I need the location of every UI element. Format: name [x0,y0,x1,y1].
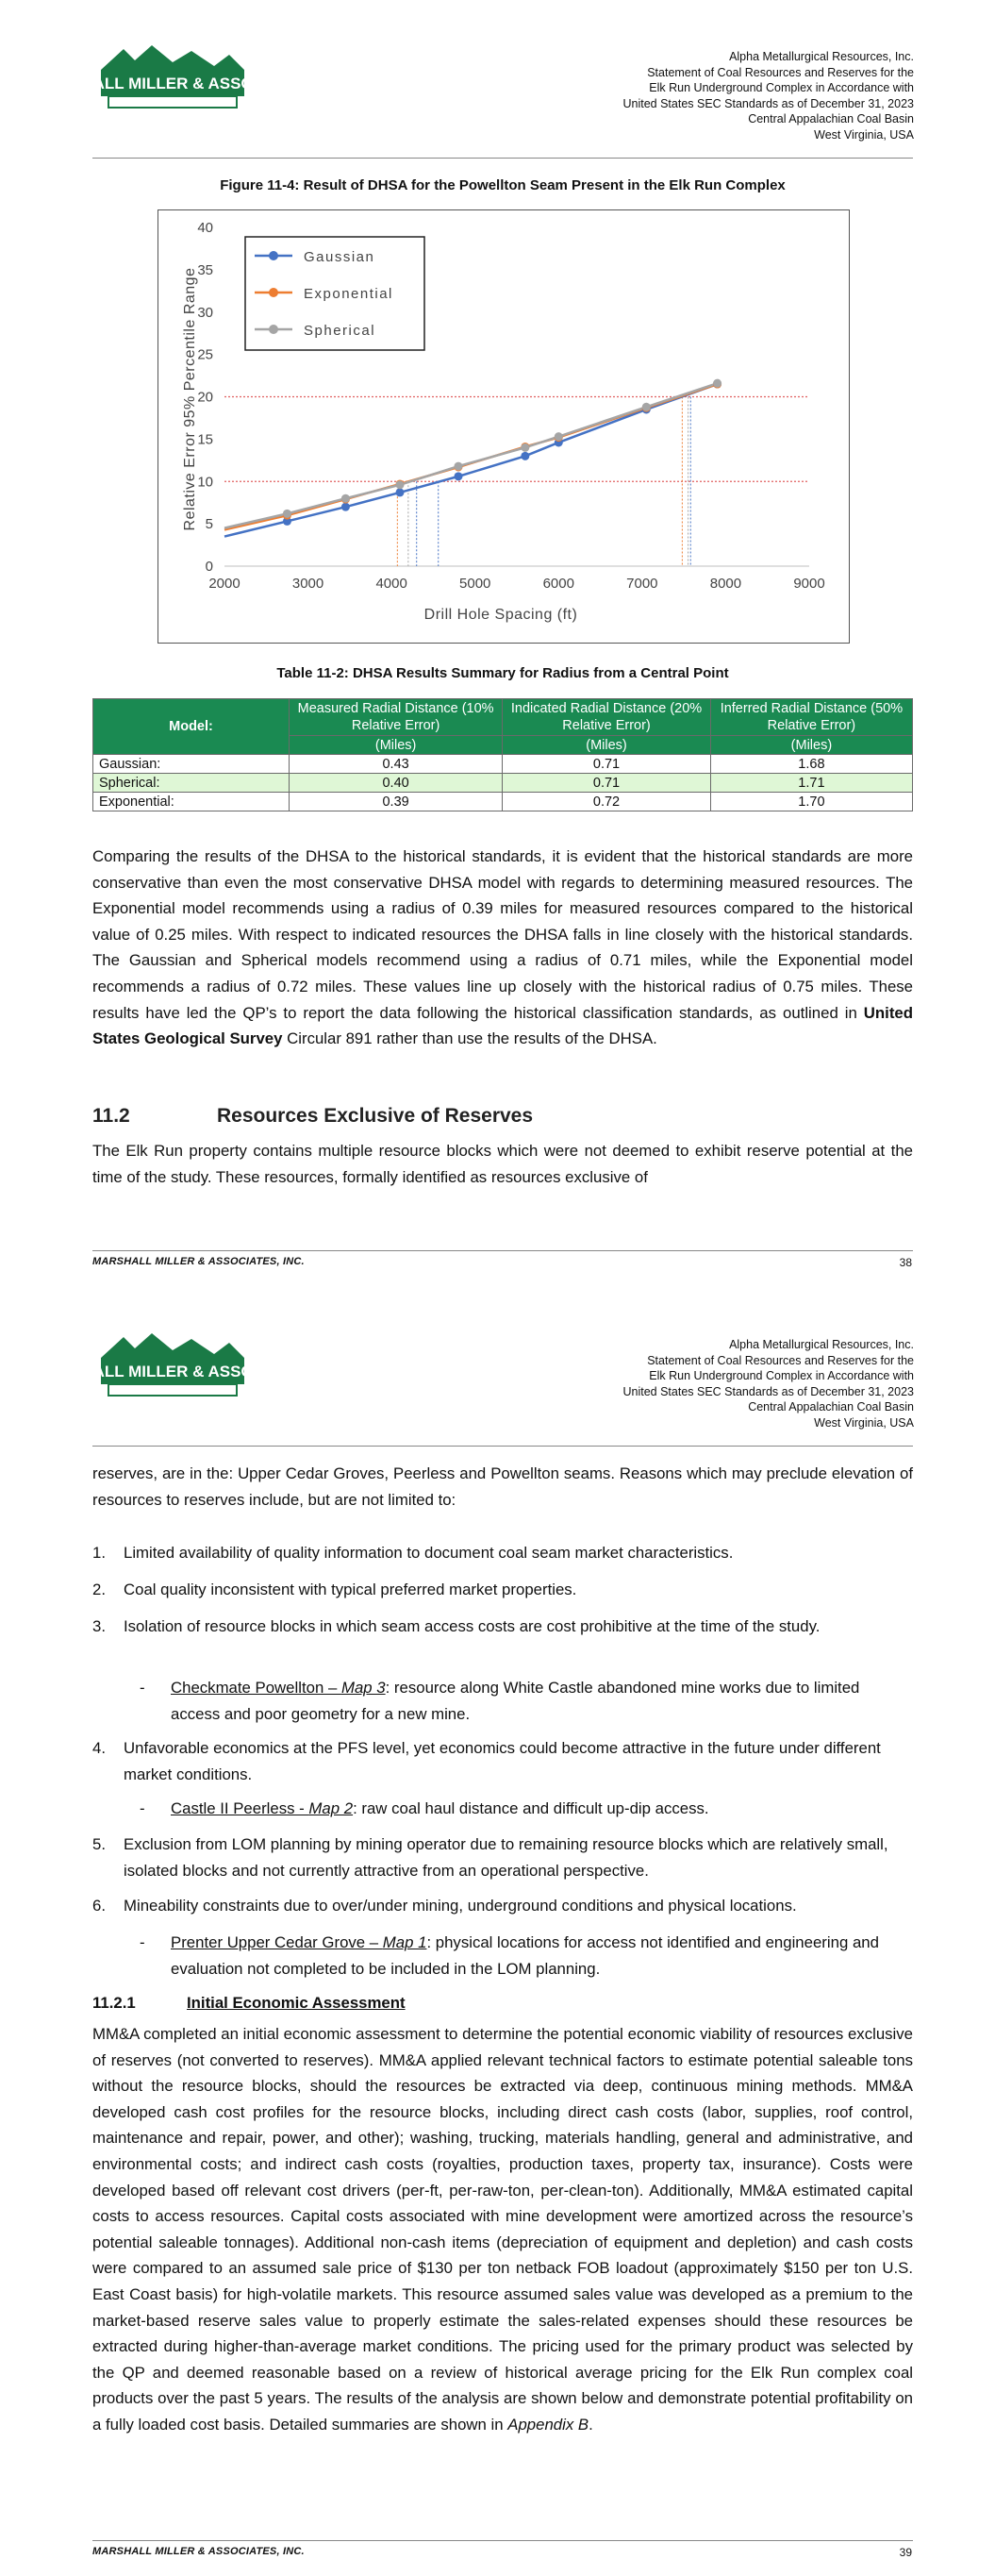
legend-entry-exponential: Exponential [304,286,393,302]
data-point-spherical [396,480,405,489]
subsection-title: Initial Economic Assessment [187,1994,406,2012]
indicated-cell: 0.71 [503,755,711,774]
table-row [93,755,913,774]
usgs-reference: United States Geological Survey [92,1003,913,1048]
document-header [622,1337,914,1430]
table-header-row [93,699,913,736]
legend-entry-gaussian: Gaussian [304,249,375,265]
model-cell: Spherical: [93,774,290,793]
legend-entry-spherical: Spherical [304,323,376,339]
header-line: Elk Run Underground Complex in Accordance with [649,1369,914,1382]
table-caption: Table 11-2: DHSA Results Summary for Radius from a Central Point [276,665,729,681]
section-heading-11-2 [92,1105,533,1128]
paragraph-text: Comparing the results of the DHSA to the historical standards, it is evident that the historical standards are more conservative than even the most conservative DHSA model with regards to determining measured resources. The Exponential model recommends using a radius of 0.39 miles for measured resources compared to the historical value of 0.25 miles. With respect to indicated resources the DHSA falls in line closely with the historical standards. The Gaussian and Spherical models recommend using a radius of 0.71 miles, while the Exponential model recommends a radius of 0.72 miles. These values line up closely with the historical radius of 0.75 miles. These results have led the QP’s to report the data following the historical classification standards, as outlined in [92,847,913,1022]
y-tick-label: 40 [197,220,213,236]
table-row [93,793,913,811]
y-tick-label: 30 [197,304,213,321]
logo-wordmark: MARSHALL MILLER & ASSOCIATES [34,1363,311,1380]
model-cell: Exponential: [93,793,290,811]
header-line: Alpha Metallurgical Resources, Inc. [729,1338,914,1351]
sub-bullet-text: : resource along White Castle abandoned mine works due to limited access and poor geometry for a new mine. [171,1679,860,1723]
list-text: Exclusion from LOM planning by mining operator due to remaining resource blocks which are relatively small, isolated blocks and not currently attractive from an operational perspective. [124,1835,888,1880]
section-number: 11.2 [92,1105,130,1127]
data-point-spherical [521,443,529,452]
x-tick-label: 7000 [626,576,658,592]
x-tick-label: 6000 [542,576,574,592]
list-text: Unfavorable economics at the PFS level, yet economics could become attractive in the future under different market conditions. [124,1739,881,1783]
header-line: United States SEC Standards as of December 31, 2023 [622,1384,914,1398]
subsection-heading-11-2-1 [92,1994,406,2013]
header-line: Central Appalachian Coal Basin [748,1400,914,1413]
data-point-spherical [455,462,463,471]
subsection-number: 11.2.1 [92,1994,136,2012]
map-reference: Map 3 [340,1679,386,1697]
sub-bullet-checkmate-powellton [140,1675,911,1727]
page-39 [0,1288,995,2576]
header-line: Elk Run Underground Complex in Accordance with [649,81,914,94]
y-tick-label: 10 [197,474,213,491]
model-header: Model: [93,699,290,755]
list-text: Isolation of resource blocks in which seam access costs are cost prohibitive at the time of the study. [124,1617,821,1635]
paragraph-dhsa-comparison [92,844,913,1052]
x-tick-label: 9000 [793,576,825,592]
dhsa-results-table [92,698,913,811]
header-rule [92,158,913,159]
sub-bullet-text: : physical locations for access not identified and engineering and evaluation not completed to be included in the LOM planning. [171,1933,879,1978]
company-logo [34,42,311,111]
data-point-gaussian [396,488,405,496]
data-point-spherical [283,510,291,518]
table-row [93,774,913,793]
dash-bullet: - [140,1799,145,1817]
header-line: Alpha Metallurgical Resources, Inc. [729,50,914,63]
inferred-cell: 1.70 [710,793,912,811]
list-number: 6. [92,1897,106,1915]
data-point-spherical [555,432,563,441]
footer-rule [92,1250,913,1251]
model-cell: Gaussian: [93,755,290,774]
list-number: 4. [92,1739,106,1757]
list-number: 2. [92,1581,106,1598]
map-reference: Map 2 [308,1799,354,1817]
list-item [92,1893,913,1919]
y-tick-label: 5 [205,516,213,533]
col-header-inferred: Inferred Radial Distance (50% Relative Error) [710,699,912,736]
list-text: Limited availability of quality information to document coal seam market characteristics. [124,1544,734,1562]
inferred-cell: 1.68 [710,755,912,774]
data-point-spherical [341,494,350,503]
indicated-cell: 0.72 [503,793,711,811]
appendix-reference: Appendix B [507,2415,589,2434]
chart-legend [245,237,424,350]
footer-company: MARSHALL MILLER & ASSOCIATES, INC. [92,2546,305,2557]
col-header-indicated: Indicated Radial Distance (20% Relative Error) [503,699,711,736]
paragraph-text: MM&A completed an initial economic assessment to determine the potential economic viability of resources exclusive of reserves (not converted to reserves). MM&A applied relevant technical factors to estimate potential saleable tons without the resource blocks, should the resources be extracted via deep, continuous mining methods. MM&A developed cash cost profiles for the resource blocks, including direct cash costs (labor, supplies, roof control, maintenance and repair, power, and other); washing, trucking, materials handling, general and administrative, and environmental costs; and indirect cash costs (royalties, production taxes, property tax, insurance). Costs were developed based off relevant cost drivers (per-ft, per-raw-ton, per-clean-ton). Additionally, MM&A estimated capital costs to access resources. Capital costs associated with mine development were amortized across the resource’s potential saleable tonnages). Additional non-cash items (depreciation of equipment and depletion) and cash costs were compared to an assumed sale price of $130 per ton netback FOB loadout (approximately $150 per ton U.S. East Coast basis) for high-volatile markets. This resource assumed sales value was developed as a premium to the market-based reserve sales value to properly estimate the sales-related expenses should these resources be extracted during higher-than-average market conditions. The pricing used for the primary product was selected by the QP and deemed reasonable based on a review of historical average pricing for the Elk Run complex coal products over the past 5 years. The results of the analysis are shown below and demonstrate potential profitability on a fully loaded cost basis. Detailed summaries are shown in [92,2025,913,2434]
unit-cell: (Miles) [710,736,912,755]
data-point-gaussian [341,503,350,511]
list-item [92,1832,913,1883]
unit-cell: (Miles) [290,736,503,755]
sub-bullet-prenter-upper-cedar-grove [140,1930,911,1982]
data-point-spherical [642,403,651,411]
paragraph-text: Circular 891 rather than use the results of the DHSA. [282,1029,657,1048]
document-header [622,49,914,142]
header-line: West Virginia, USA [814,127,914,142]
col-header-measured: Measured Radial Distance (10% Relative Error) [290,699,503,736]
location-name: Prenter Upper Cedar Grove – [171,1933,383,1951]
map-reference: Map 1 [382,1933,427,1951]
y-tick-label: 15 [197,431,213,448]
list-text: Coal quality inconsistent with typical preferred market properties. [124,1581,577,1598]
header-line: West Virginia, USA [814,1415,914,1430]
paragraph-initial-economic-assessment [92,2021,913,2438]
x-axis-label: Drill Hole Spacing (ft) [423,607,578,623]
dhsa-chart [158,209,850,644]
footer-rule [92,2540,913,2541]
y-tick-label: 0 [205,559,213,575]
x-tick-label: 4000 [375,576,407,592]
y-axis-label: Relative Error 95% Percentile Range [182,267,198,531]
company-logo [34,1330,311,1399]
x-tick-label: 3000 [291,576,324,592]
location-name: Checkmate Powellton – [171,1679,341,1697]
sub-bullet-text: : raw coal haul distance and difficult up-dip access. [353,1799,709,1817]
unit-cell: (Miles) [503,736,711,755]
list-number: 5. [92,1835,106,1853]
header-rule [92,1446,913,1447]
indicated-cell: 0.71 [503,774,711,793]
list-item [92,1540,913,1566]
header-line: Statement of Coal Resources and Reserves for the [647,1353,914,1367]
list-item [92,1735,913,1787]
paragraph-resources-exclusive: The Elk Run property contains multiple resource blocks which were not deemed to exhibit reserve potential at the time of the study. These resources, formally identified as resources exclusive of [92,1142,913,1186]
header-line: Statement of Coal Resources and Reserves for the [647,65,914,79]
data-point-gaussian [455,472,463,480]
logo-wordmark: MARSHALL MILLER & ASSOCIATES [34,75,311,92]
measured-cell: 0.40 [290,774,503,793]
x-tick-label: 5000 [459,576,491,592]
page-number: 38 [899,1256,912,1269]
list-item [92,1577,913,1603]
footer-company: MARSHALL MILLER & ASSOCIATES, INC. [92,1256,305,1267]
figure-caption: Figure 11-4: Result of DHSA for the Powellton Seam Present in the Elk Run Complex [220,177,786,193]
list-item [92,1614,913,1640]
page-number: 39 [899,2546,912,2559]
dash-bullet: - [140,1679,145,1697]
x-tick-label: 2000 [208,576,240,592]
y-tick-label: 35 [197,261,213,278]
list-text: Mineability constraints due to over/under mining, underground conditions and physical locations. [124,1897,797,1915]
header-line: United States SEC Standards as of December 31, 2023 [622,96,914,110]
y-tick-label: 20 [197,389,213,406]
measured-cell: 0.43 [290,755,503,774]
paragraph-text: . [589,2415,593,2434]
sub-bullet-castle-ii-peerless [140,1796,911,1822]
x-tick-label: 8000 [709,576,742,592]
section-title: Resources Exclusive of Reserves [217,1105,534,1127]
header-line: Central Appalachian Coal Basin [748,112,914,125]
measured-cell: 0.39 [290,793,503,811]
y-tick-label: 25 [197,346,213,363]
list-number: 1. [92,1544,106,1562]
dash-bullet: - [140,1933,145,1951]
list-number: 3. [92,1617,106,1635]
data-point-spherical [713,379,721,388]
data-point-gaussian [521,452,529,460]
location-name: Castle II Peerless - [171,1799,309,1817]
chart-svg [158,210,849,643]
paragraph-reserves-intro: reserves, are in the: Upper Cedar Groves, Peerless and Powellton seams. Reasons which may preclude elevation of resources to reserves include, but are not limited to: [92,1464,913,1509]
inferred-cell: 1.71 [710,774,912,793]
